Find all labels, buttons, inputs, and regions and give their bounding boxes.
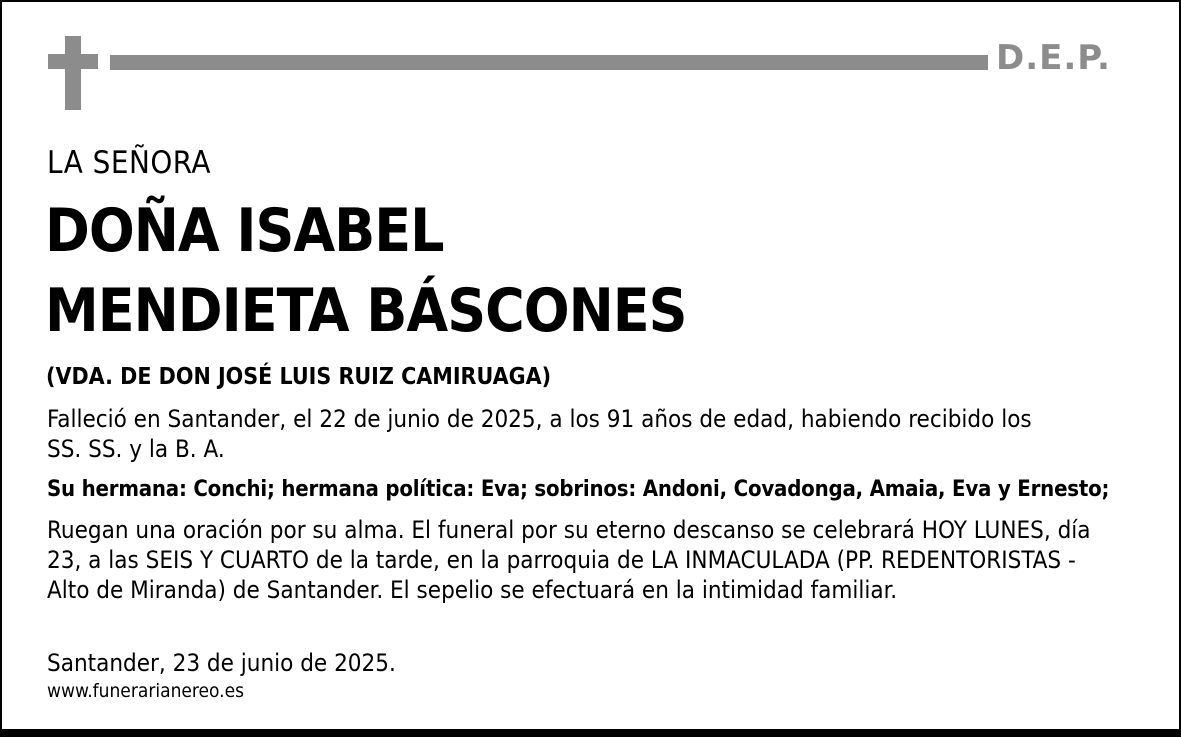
cross-horizontal-bar	[48, 54, 98, 69]
place-date: Santander, 23 de junio de 2025.	[47, 649, 396, 677]
death-notice	[47, 404, 1157, 464]
death-notice-line2: SS. SS. y la B. A.	[47, 435, 225, 463]
honorific-title: LA SEÑORA	[47, 145, 211, 181]
deceased-name-line1: DOÑA ISABEL	[45, 196, 444, 266]
latin-cross-icon	[48, 36, 98, 110]
deceased-name-line2: MENDIETA BÁSCONES	[45, 276, 687, 346]
dep-label: D.E.P.	[996, 38, 1111, 78]
death-notice-line1: Falleció en Santander, el 22 de junio de 2025, a los 91 años de edad, habiendo recibido los	[47, 405, 1032, 433]
service-details	[47, 515, 1157, 605]
header-rule	[110, 55, 988, 70]
cross-vertical-bar	[65, 36, 81, 110]
service-line3: Alto de Miranda) de Santander. El sepelio se efectuará en la intimidad familiar.	[47, 576, 898, 604]
service-line1: Ruegan una oración por su alma. El funeral por su eterno descanso se celebrará HOY LUNES, día	[47, 516, 1091, 544]
service-line2: 23, a las SEIS Y CUARTO de la tarde, en la parroquia de LA INMACULADA (PP. REDENTORISTAS -	[47, 546, 1076, 574]
widow-of: (VDA. DE DON JOSÉ LUIS RUIZ CAMIRUAGA)	[46, 364, 552, 390]
website-link[interactable]: www.funerarianereo.es	[47, 680, 245, 702]
family-members: Su hermana: Conchi; hermana política: Eva; sobrinos: Andoni, Covadonga, Amaia, Eva y Ernesto;	[47, 477, 1110, 502]
